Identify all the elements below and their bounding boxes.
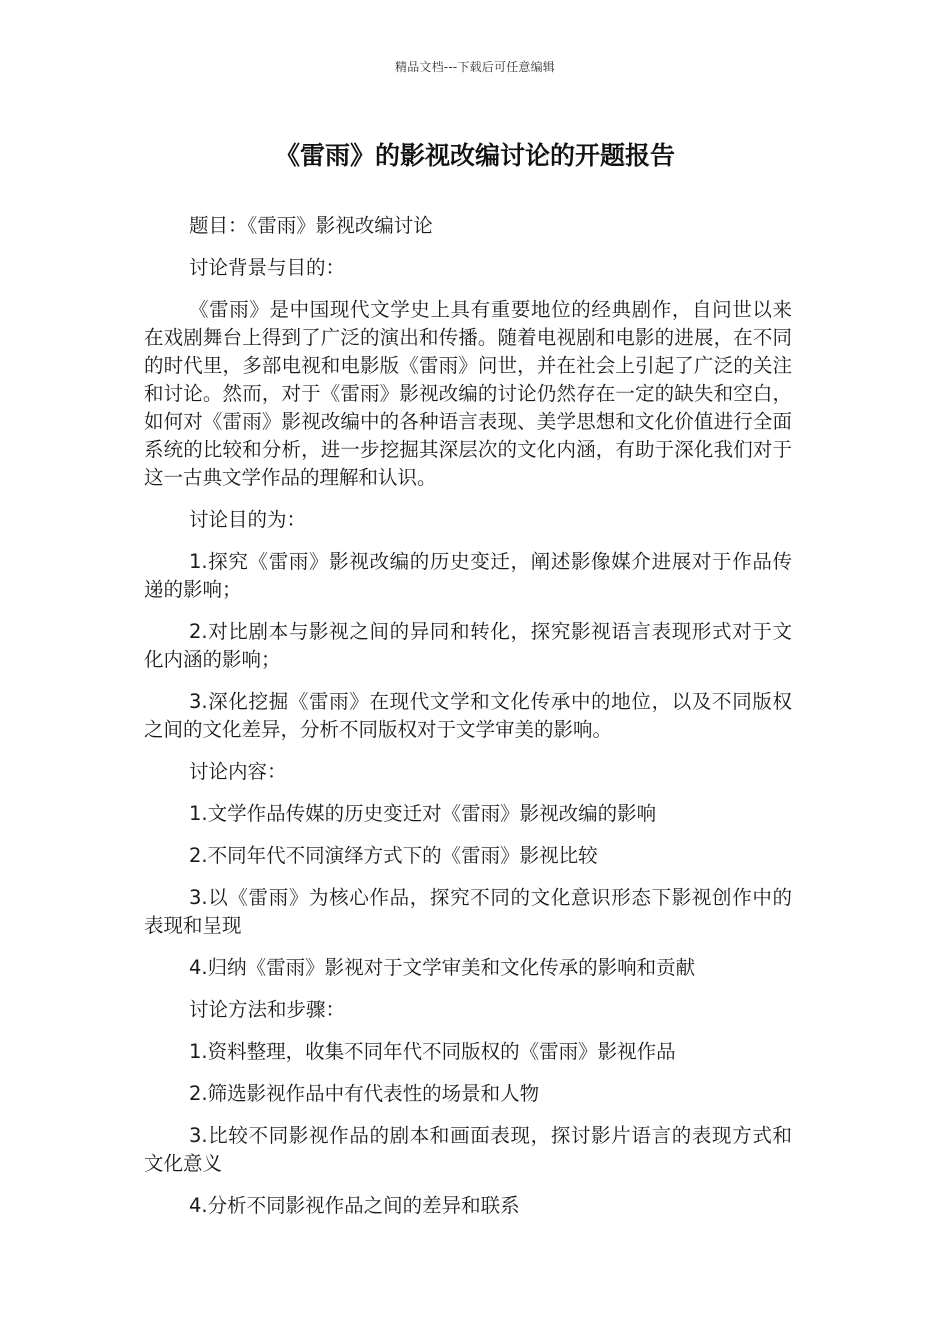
paragraph-method-3: 3.比较不同影视作品的剧本和画面表现，探讨影片语言的表现方式和文化意义	[144, 1124, 792, 1175]
document-body	[144, 212, 792, 1234]
paragraph-content-4: 4.归纳《雷雨》影视对于文学审美和文化传承的影响和贡献	[189, 956, 696, 979]
paragraph-method-2: 2.筛选影视作品中有代表性的场景和人物	[189, 1082, 540, 1105]
document-title: 《雷雨》的影视改编讨论的开题报告	[274, 141, 675, 170]
paragraph-content-heading: 讨论内容：	[189, 760, 287, 783]
paragraph-content-2: 2.不同年代不同演绎方式下的《雷雨》影视比较	[189, 844, 598, 867]
header-note: 精品文档---下载后可任意编辑	[395, 60, 555, 74]
paragraph-method-heading: 讨论方法和步骤：	[189, 998, 346, 1021]
paragraph-method-4: 4.分析不同影视作品之间的差异和联系	[189, 1194, 520, 1217]
paragraph-purpose-3: 3.深化挖掘《雷雨》在现代文学和文化传承中的地位，以及不同版权之间的文化差异，分析不同版权对于文学审美的影响。	[144, 690, 792, 741]
paragraph-background-heading: 讨论背景与目的：	[189, 256, 346, 279]
paragraph-background: 《雷雨》是中国现代文学史上具有重要地位的经典剧作，自问世以来在戏剧舞台上得到了广泛的演出和传播。随着电视剧和电影的进展，在不同的时代里，多部电视和电影版《雷雨》问世，并在社会上引起了广泛的关注和讨论。然而，对于《雷雨》影视改编的讨论仍然存在一定的缺失和空白，如何对《雷雨》影视改编中的各种语言表现、美学思想和文化价值进行全面系统的比较和分析，进一步挖掘其深层次的文化内涵，有助于深化我们对于这一古典文学作品的理解和认识。	[144, 298, 792, 489]
paragraph-topic: 题目：《雷雨》影视改编讨论	[189, 214, 433, 237]
paragraph-content-1: 1.文学作品传媒的历史变迁对《雷雨》影视改编的影响	[189, 802, 657, 825]
paragraph-purpose-heading: 讨论目的为：	[189, 508, 307, 531]
paragraph-content-3: 3.以《雷雨》为核心作品，探究不同的文化意识形态下影视创作中的表现和呈现	[144, 886, 792, 937]
paragraph-purpose-1: 1.探究《雷雨》影视改编的历史变迁，阐述影像媒介进展对于作品传递的影响；	[144, 550, 792, 601]
paragraph-method-1: 1.资料整理，收集不同年代不同版权的《雷雨》影视作品	[189, 1040, 676, 1063]
paragraph-purpose-2: 2.对比剧本与影视之间的异同和转化，探究影视语言表现形式对于文化内涵的影响；	[144, 620, 792, 671]
